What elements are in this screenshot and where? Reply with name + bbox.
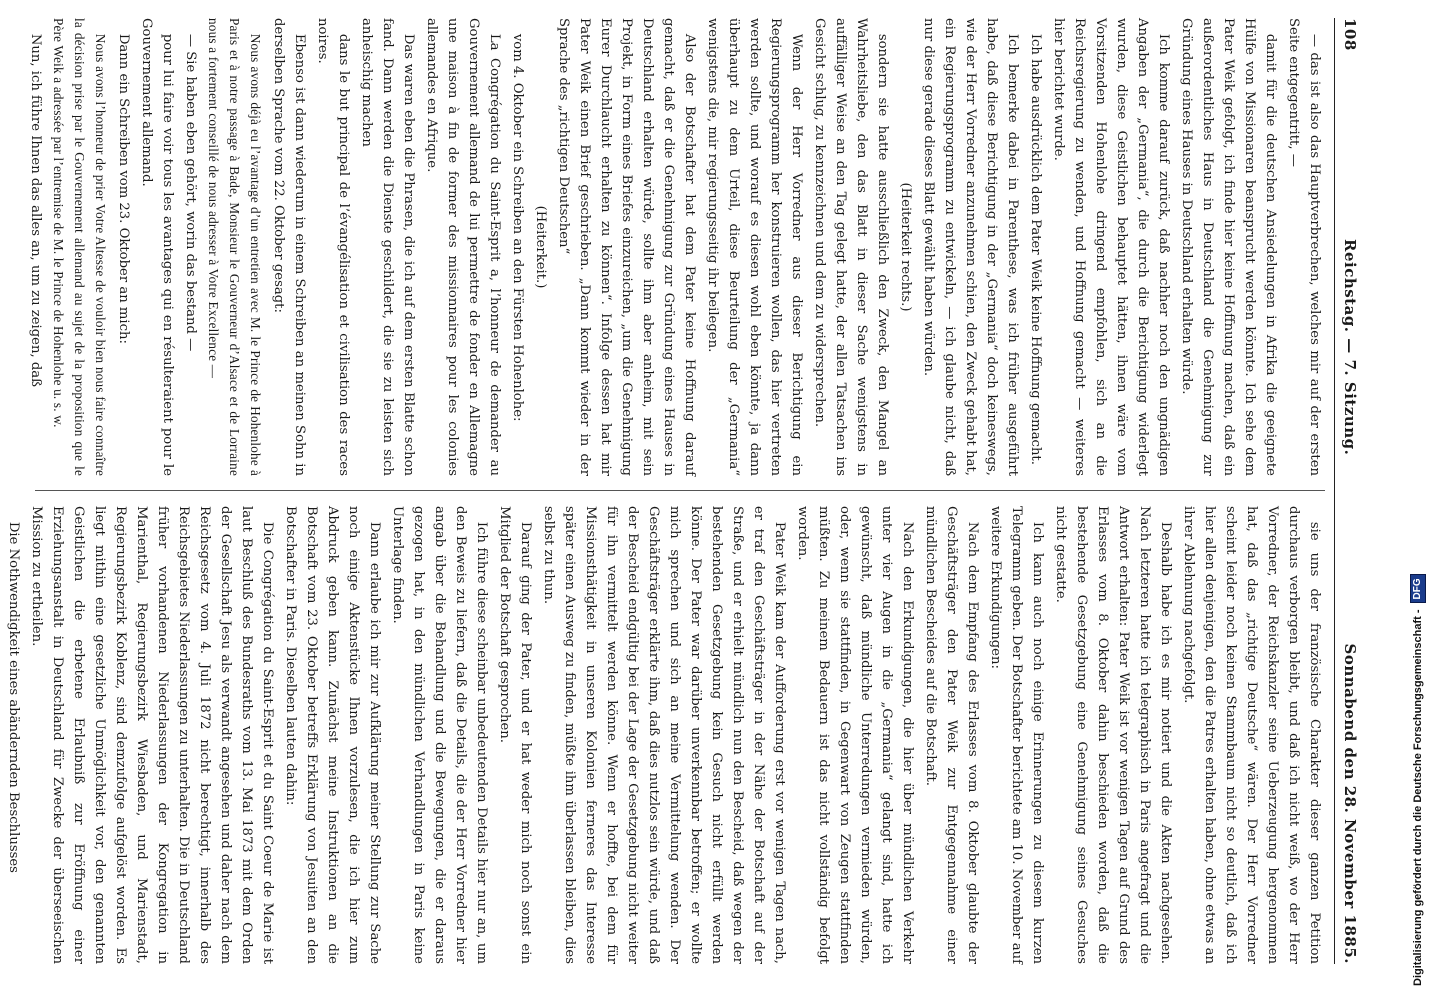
dfg-logo: DFG — [1410, 574, 1426, 603]
paragraph: (Heiterkeit rechts.) — [898, 182, 913, 312]
column-divider — [35, 490, 1325, 491]
paragraph: Nach dem Empfang des Erlasses vom 8. Oktober glaubte der Geschäftsträger den Pater Weik zur Entgegennahme einer mündlichen Bescheides auf die Botschaft. — [923, 506, 980, 964]
page-number: 108 — [1341, 18, 1359, 51]
digitization-credit — [1410, 574, 1426, 986]
page-date: Sonnabend den 28. November 1885. — [1341, 643, 1359, 964]
paragraph: Dann erlaube ich mir zur Aufklärung meiner Stellung zur Sache noch einige Aktenstücke Ihnen vorzulesen, die ich hier zum Abdruck geben kann. Zunächst meine Instruktionen an die Botschaft vom 23. Oktober betreffs Erklärung von Jesuiten an den Botschafter in Paris. Dieselben lauten dahin: — [283, 506, 382, 964]
paragraph: Nous avons déjà eu l’avantage d’un entretien avec M. le Prince de Hohenlohe à Paris et à notre passage à Bade, Monsieur le Gouverneur d’Alsace et de Lorraine nous a fortement conseillé de nous adresser à Votre Excellence — — [206, 18, 263, 476]
paragraph: Also der Botschafter hat dem Pater keine Hoffnung darauf gemacht, daß er die Genehmigung zur Gründung eines Hauses in Deutschland erhalten würde, sollte ihm aber anheim, mit sein Projekt, in Form eines Briefes einzureichen, „um die Genehmigung Eurer Durchlaucht erhalten zu können“. Infolge dessen hat mir Pater Weik einen Brief geschrieben. „Dann kommt wieder in der Sprache des „richtigen Deutschen“ — [556, 18, 697, 476]
paragraph: — Sie haben eben gehört, worin das bestand — — [183, 33, 198, 352]
paragraph: pour lui faire voir tous les avantages qui en résulteraient pour le Gouvernement allemand. — [139, 18, 175, 476]
paragraph: Ich bemerke dabei in Parenthese, was ich früher ausgeführt habe, daß diese Berichtigung in der „Germania“ doch keineswegs, wie der Herr Vorredner anzunehmen schien, den Zweck gehabt hat, ein Regierungsprogramm zu entwickeln, — ich glaube nicht, daß nur diese gerade dieses Blatt gewählt haben würden. — [921, 18, 1020, 476]
paragraph: Nun, ich führe Ihnen das alles an, um zu zeigen, daß — [28, 33, 43, 387]
paragraph: Ich habe ausdrücklich dem Pater Weik keine Hoffnung gemacht. — [1028, 33, 1043, 465]
rotated-page — [6, 0, 1365, 980]
paragraph: Deshalb habe ich es mir notiert und die Akten nachgesehen. Nach letzteren hatte ich telegraphisch in Paris angefragt und die Antwort erhalten: Pater Weik ist vor wenigen Tagen auf Grund des Erlasses vom 8. Oktober dahin beschieden worden, daß die bestehende Gesetzgebung eine Genehmigung seines Gesuches nicht gestatte. — [1053, 506, 1173, 964]
paragraph: Ich komme darauf zurück, daß nachher noch den ungnädigen Angaben der „Germania“, die durch die Berichtigung widerlegt wurden, diese Geistlichen behauptet hätten, ihnen wäre vom Vorsitzenden Hohenlohe dringend empfohlen, sich an die Reichsregierung zu wenden, und Hoffnung gemacht — weiteres hier berichtet wurde. — [1051, 18, 1171, 476]
paragraph: La Congrégation du Saint-Esprit a, l’honneur de demander au Gouvernement allemand de lui permettre de fonder en Allemagne une maison à fin de former des missionnaires pour les colonies allemandes en Afrique. — [424, 18, 502, 476]
right-column — [6, 506, 1325, 964]
paragraph: Dann ein Schreiben vom 23. Oktober an mich: — [116, 33, 131, 344]
paragraph: Ich führe diese scheinbar unbedeutenden Details hier nur an, um den Beweis zu liefern, daß die Details, die der Herr Vorredner hier angab über die Behandlung und die Bewegungen, die er daraus gezogen hat, in den mündlichen Verhandlungen in Paris keine Unterlage finden. — [390, 506, 489, 964]
paragraph: vom 4. Oktober ein Schreiben an den Fürsten Hohenlohe: — [510, 33, 525, 422]
paragraph: — das ist also das Hauptverbrechen, welches mir auf der ersten Seite entgegentritt, — — [1286, 18, 1322, 476]
paragraph: Pater Weik kam der Aufforderung erst vor wenigen Tagen nach, er traf den Geschäftsträger in der Nähe der Botschaft auf der Straße, und er erhielt mündlich nun den Bescheid, daß wegen der bestehenden Gesetzgebung kein Gesuch nicht erfüllt werden könne. Der Pater war darüber unverkennbar betroffen; er wollte mich sprechen und sich an meine Vermittelung wenden. Der Geschäftsträger erklärte ihm, daß dies nutzlos sein würde, und daß der Bescheid endgültig bei der Lage der Gesetzgebung nicht weiter für ihn vermittelt werden könne. Wenn er hoffte, bei dem für Missionsthätigkeit in unseren Kolonien ferneres das Interesse später einen Ausweg zu finden, müßte ihm überlassen bleiben, dies selbst zu thun. — [541, 506, 787, 964]
left-column — [28, 18, 1325, 476]
paragraph: Ebenso ist dann wiederum in einem Schreiben an meinen Sohn in derselben Sprache vom 22. Oktober gesagt: — [271, 18, 307, 476]
paragraph: Wenn der Herr Vorredner aus dieser Berichtigung ein Regierungsprogramm her konstruieren wollen, das hier vertreten werden sollte, und worauf es diesen wohl eben könnte, ja dann überhaupt zu dem Urteil, diese Beurteilung der „Germania“ wenigstens die, mir regierungsseitig ihr beilegen. — [705, 18, 804, 476]
paragraph: Das waren eben die Phrasen, die ich auf dem ersten Blatte schon fand. Dann werden die Dienste geschildert, die sie zu leisten sich anheischig machen — [359, 18, 416, 476]
paragraph: Nach den Erkundigungen, die hier über mündlichen Verkehr unter vier Augen in die „Germania“ gelangt sind, hatte ich gewünscht, daß mündliche Unterredungen vermieden würden, oder, wenn sie stattfinden, in Gegenwart von Zeugen stattfinden müßten. Zu meinem Bedauern ist das nicht vollständig befolgt worden. — [795, 506, 915, 964]
paragraph: Nous avons l’honneur de prier Votre Altesse de vouloir bien nous faire connaître la décision prise par le Gouvernement allemand au sujet de la proposition que le Père Weik a adressée par l’entremise de M. le Prince de Hohenlohe u. s. w. — [51, 18, 108, 476]
paragraph: Die Nothwendigkeit eines abändernden Beschlusses — [6, 521, 21, 873]
paragraph: dans le but principal de l’évangélisation et civilisation des races noires. — [315, 18, 351, 476]
paragraph: sondern sie hatte ausschließlich den Zweck, den Mangel an Wahrheitsliebe, den das Blatt in dieser Sache wenigstens in auffälliger Weise an den Tag gelegt hatte, der allen Tatsachen ins Gesicht schlug, zu kennzeichnen und dem zu widersprechen. — [812, 18, 890, 476]
paragraph: damit für die deutschen Ansiedelungen in Afrika die geeignete Hülfe von Missionaren beansprucht werden könnte. Ich sehe dem Pater Weik gefolgt, ich finde hier keine Hoffnung machen, daß ein außerordentliches Haus in Deutschland die Genehmigung zur Gründung eines Hauses in Deutschland erhalten würde. — [1179, 18, 1278, 476]
page-header — [1334, 18, 1365, 964]
paragraph: (Heiterkeit.) — [533, 205, 548, 289]
paragraph: Die Congrégation du Saint-Esprit et du Saint Coeur de Marie ist laut Beschluß des Bundesraths vom 13. Mai 1873 mit dem Orden der Gesellschaft Jesu als verwandt angesehen und daher nach dem Reichsgesetz vom 4. Juli 1872 nicht berechtigt, innerhalb des Reichsgebietes Niederlassungen zu unterhalten. Die in Deutschland früher vorhandenen Niederlassungen der Kongregation in Marienthal, Regierungsbezirk Wiesbaden, und Marienstadt, Regierungsbezirk Koblenz, sind demzufolge aufgelöst worden. Es liegt mithin eine gesetzliche Unmöglichkeit vor, den genannten Geistlichen die erbetene Erlaubniß zur Eröffnung einer Erziehungsanstalt in Deutschland für Zwecke der überseeischen Mission zu ertheilen. — [29, 506, 275, 964]
paragraph: Ich kann auch noch einige Erinnerungen zu diesem kurzen Telegramm geben. Der Botschafter berichtete am 10. November auf weitere Erkundigungen: — [988, 506, 1045, 964]
paragraph: sie uns der französische Charakter dieser ganzen Petition durchaus verborgen bleibt, und daß ich nicht weiß, wo der Herr Vorredner, der Reichskanzler seine Ueberzeugung hergenommen hat, daß das „richtige Deutsche“ wären. Der Herr Vorredner scheint leider noch keinen Stammbaum nicht so deutlich, daß ich hier allen denjenigen, den die Patres erhalten haben, ohne etwas an ihrer Ablehnung nachgefolgt. — [1181, 506, 1322, 964]
paragraph: Darauf ging der Pater, und er hat weder mich noch sonst ein Mitglied der Botschaft gesprochen. — [497, 506, 533, 964]
page-title: Reichstag. — 7. Sitzung. — [1341, 238, 1359, 456]
credit-text: Digitalisierung gefördert durch die Deutsche Forschungsgemeinschaft - — [1412, 609, 1424, 986]
